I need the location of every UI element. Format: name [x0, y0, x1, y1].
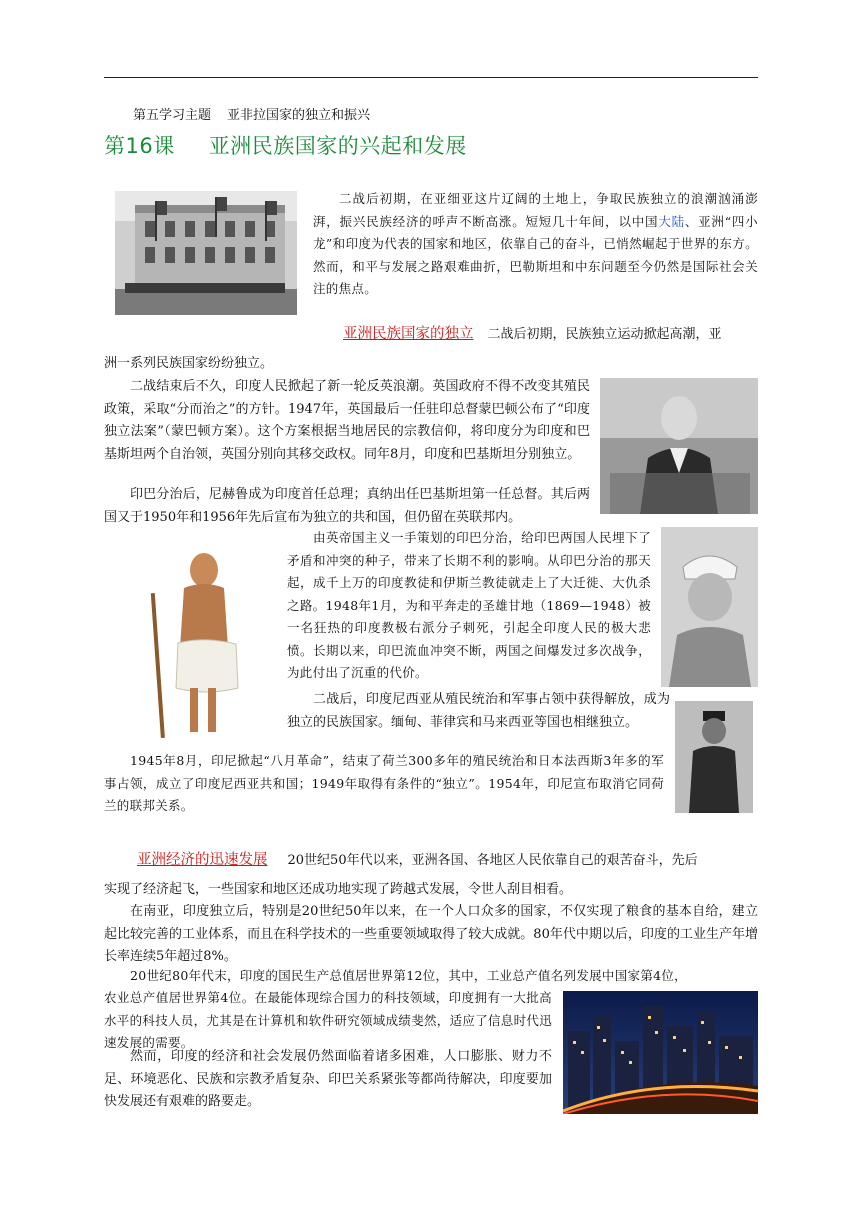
section1-lead-a: 二战后初期，民族独立运动掀起高潮，亚 — [487, 327, 722, 342]
section2-lead-line — [137, 849, 758, 873]
section1-p1: 二战结束后不久，印度人民掀起了新一轮反英浪潮。英国政府不得不改变其殖民政策，采取“分而治之”的方针。1947年，英国最后一任驻印总督蒙巴顿公布了“印度独立法案”（蒙巴顿方案）。这个方案根据当地居民的宗教信仰，将印度分为印度和巴基斯坦两个自治领，英国分别向其移交政权。同年8月，印度和巴基斯坦分别独立。 — [104, 379, 590, 462]
intro-text — [313, 188, 758, 301]
photo-sukarno — [675, 701, 753, 813]
section1-p2: 印巴分治后，尼赫鲁成为印度首任总理；真纳出任巴基斯坦第一任总督。其后两国又于1950年和1956年先后宣布为独立的共和国，但仍留在英联邦内。 — [104, 487, 590, 525]
section2-lead-b: 实现了经济起飞，一些国家和地区还成功地实现了跨越式发展，令世人刮目相看。 — [104, 882, 573, 897]
lesson-title — [104, 130, 467, 160]
unit-heading — [133, 104, 370, 123]
photo-city-night — [563, 991, 758, 1114]
section2-p3: 然而，印度的经济和社会发展仍然面临着诸多困难，人口膨胀、财力不足、环境恶化、民族和宗教矛盾复杂、印巴关系紧张等都尚待解决，印度要加快发展还有艰难的路要走。 — [104, 1049, 552, 1109]
photo-mountbatten — [600, 378, 758, 514]
photo-nehru — [661, 527, 758, 687]
section2-p2a: 20世纪80年代末，印度的国民生产总值居世界第12位，其中，工业总产值名列发展中国家第4位， — [130, 968, 687, 983]
section2-p1: 在南亚，印度独立后，特别是20世纪50年以来，在一个人口众多的国家，不仅实现了粮食的基本自给，建立起比较完善的工业体系，而且在科学技术的一些重要领域取得了较大成就。80年代中期以后，印度的工业生产年增长率连续5年超过8%。 — [104, 904, 758, 964]
header-rule — [104, 77, 758, 78]
intro-highlight: 大陆 — [658, 213, 685, 229]
photo-colonial-building — [115, 191, 297, 315]
section1-lead-line — [343, 323, 758, 347]
lesson-name: 亚洲民族国家的兴起和发展 — [208, 134, 467, 158]
unit-title: 亚非拉国家的独立和振兴 — [227, 108, 371, 123]
section2-lead-a: 20世纪50年代以来，亚洲各国、各地区人民依靠自己的艰苦奋斗，先后 — [287, 853, 698, 868]
section1-note2: 1945年8月，印尼掀起“八月革命”，结束了荷兰300多年的殖民统治和日本法西斯3年多的军事占领，成立了印度尼西亚共和国；1949年取得有条件的“独立”。1954年，印尼宣布取消它同荷兰的联邦关系。 — [104, 753, 664, 813]
lesson-number: 第16课 — [104, 134, 175, 158]
section1-title: 亚洲民族国家的独立 — [343, 326, 474, 342]
section2-title: 亚洲经济的迅速发展 — [137, 852, 268, 868]
section1-p3: 二战后，印度尼西亚从殖民统治和军事占领中获得解放，成为独立的民族国家。缅甸、菲律宾和马来西亚等国也相继独立。 — [287, 692, 670, 730]
section1-note1: 由英帝国主义一手策划的印巴分治，给印巴两国人民埋下了矛盾和冲突的种子，带来了长期不利的影响。从印巴分治的那天起，成千上万的印度教徒和伊斯兰教徒就走上了大迁徙、大仇杀之路。1948年1月，为和平奔走的圣雄甘地（1869—1948）被一名狂热的印度教极右派分子刺死，引起全印度人民的极大悲愤。长期以来，印巴流血冲突不断，两国之间爆发过多次战争，为此付出了沉重的代价。 — [287, 530, 651, 680]
photo-gandhi — [146, 548, 256, 740]
unit-label: 第五学习主题 — [133, 108, 212, 123]
intro-text-a: 二战后初期，在亚细亚这片辽阔的土地上，争取民族独立的浪潮汹涌澎湃，振兴民族经济的呼声不断高涨。短短几十年间，以中国 — [313, 191, 758, 229]
intro-text-b: 、亚洲“四小龙”和印度为代表的国家和地区，依靠自己的奋斗，已悄然崛起于世界的东方。然而，和平与发展之路艰难曲折，巴勒斯坦和中东问题至今仍然是国际社会关注的焦点。 — [313, 213, 758, 296]
section1-lead-b: 洲一系列民族国家纷纷独立。 — [104, 356, 274, 371]
section2-p2b: 农业总产值居世界第4位。在最能体现综合国力的科技领域，印度拥有一大批高水平的科技人员，尤其是在计算机和软件研究领域成绩斐然，适应了信息时代迅速发展的需要。 — [104, 990, 553, 1050]
